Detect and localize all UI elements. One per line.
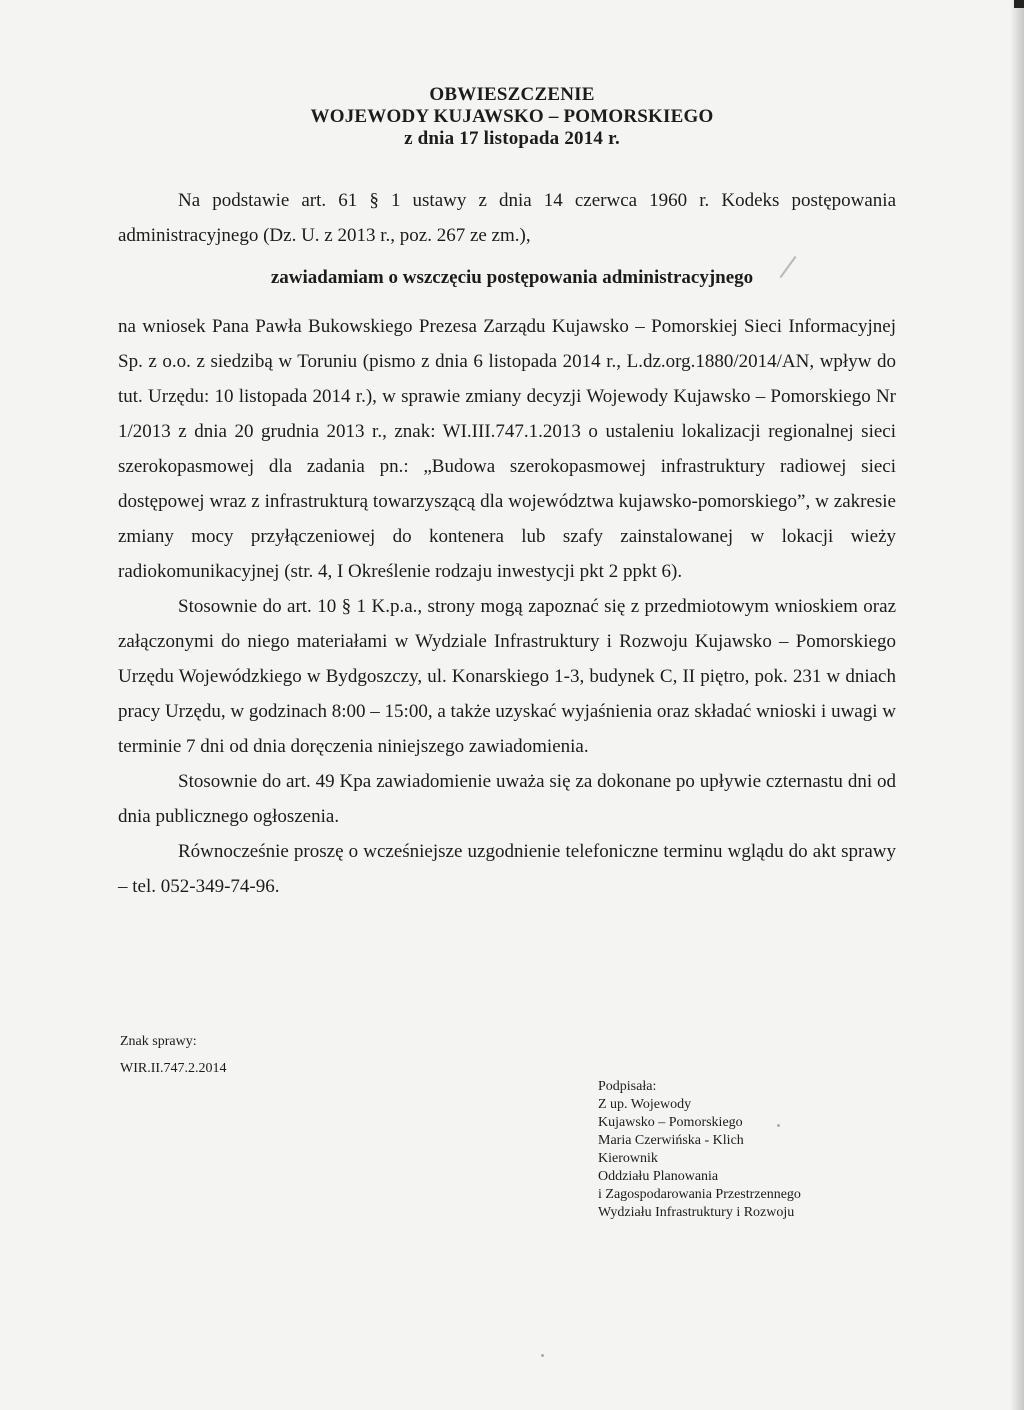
signature-line: Podpisała: — [598, 1079, 657, 1094]
header-title: OBWIESZCZENIE — [429, 84, 595, 105]
paragraph-contact: Równocześnie proszę o wcześniejsze uzgodnienie telefoniczne terminu wglądu do akt sprawy – tel. 052-349-74-96. — [118, 841, 896, 897]
case-reference — [120, 1028, 227, 1082]
stray-dot — [541, 1354, 544, 1357]
signature-line: Oddziału Planowania — [598, 1169, 719, 1184]
document-header — [0, 84, 1024, 150]
paragraph-notice: Stosownie do art. 49 Kpa zawiadomienie uważa się za dokonane po upływie czternastu dni od dnia publicznego ogłoszenia. — [118, 771, 896, 827]
intro-paragraph: Na podstawie art. 61 § 1 ustawy z dnia 14 czerwca 1960 r. Kodeks postępowania administracyjnego (Dz. U. z 2013 r., poz. 267 ze zm.), — [118, 190, 896, 246]
announcement-heading: zawiadamiam o wszczęciu postępowania administracyjnego — [270, 267, 754, 288]
main-body — [118, 309, 896, 904]
signatory-name: Maria Czerwińska - Klich — [598, 1133, 744, 1148]
signature-line: Kierownik — [598, 1151, 658, 1166]
signature-line: Z up. Wojewody — [598, 1097, 692, 1112]
header-authority: WOJEWODY KUJAWSKO – POMORSKIEGO — [310, 106, 714, 127]
case-number: WIR.II.747.2.2014 — [120, 1061, 227, 1076]
scan-corner-mark — [1014, 0, 1024, 8]
header-date: z dnia 17 listopada 2014 r. — [404, 128, 620, 149]
paragraph-access: Stosownie do art. 10 § 1 K.p.a., strony mogą zapoznać się z przedmiotowym wnioskiem oraz załączonymi do niego materiałami w Wydziale Infrastruktury i Rozwoju Kujawsko – Pomorskiego Urzędu Wojewódzkiego w Bydgoszczy, ul. Konarskiego 1-3, budynek C, II piętro, pok. 231 w dniach pracy Urzędu, w godzinach 8:00 – 15:00, a także uzyskać wyjaśnienia oraz składać wnioski i uwagi w terminie 7 dni od dnia doręczenia niniejszego zawiadomienia. — [118, 596, 896, 757]
signature-line: i Zagospodarowania Przestrzennego — [598, 1187, 801, 1202]
signature-line: Wydziału Infrastruktury i Rozwoju — [598, 1205, 795, 1220]
case-label: Znak sprawy: — [120, 1034, 197, 1049]
signature-block — [598, 1078, 801, 1222]
paragraph-request: na wniosek Pana Pawła Bukowskiego Prezesa Zarządu Kujawsko – Pomorskiej Sieci Informacyjnej Sp. z o.o. z siedzibą w Toruniu (pismo z dnia 6 listopada 2014 r., L.dz.org.1880/2014/AN, wpływ do tut. Urzędu: 10 listopada 2014 r.), w sprawie zmiany decyzji Wojewody Kujawsko – Pomorskiego Nr 1/2013 z dnia 20 grudnia 2013 r., znak: WI.III.747.1.2013 o ustaleniu lokalizacji regionalnej sieci szerokopasmowej dla zadania pn.: „Budowa szerokopasmowej infrastruktury radiowej sieci dostępowej wraz z infrastrukturą towarzyszącą dla województwa kujawsko-pomorskiego”, w zakresie zmiany mocy przyłączeniowej do kontenera lub szafy zainstalowanej w lokacji wieży radiokomunikacyjnej (str. 4, I Określenie rodzaju inwestycji pkt 2 ppkt 6). — [118, 316, 896, 582]
scan-edge-shadow — [1010, 0, 1024, 1410]
intro-block — [118, 183, 896, 253]
signature-line: Kujawsko – Pomorskiego — [598, 1115, 743, 1130]
